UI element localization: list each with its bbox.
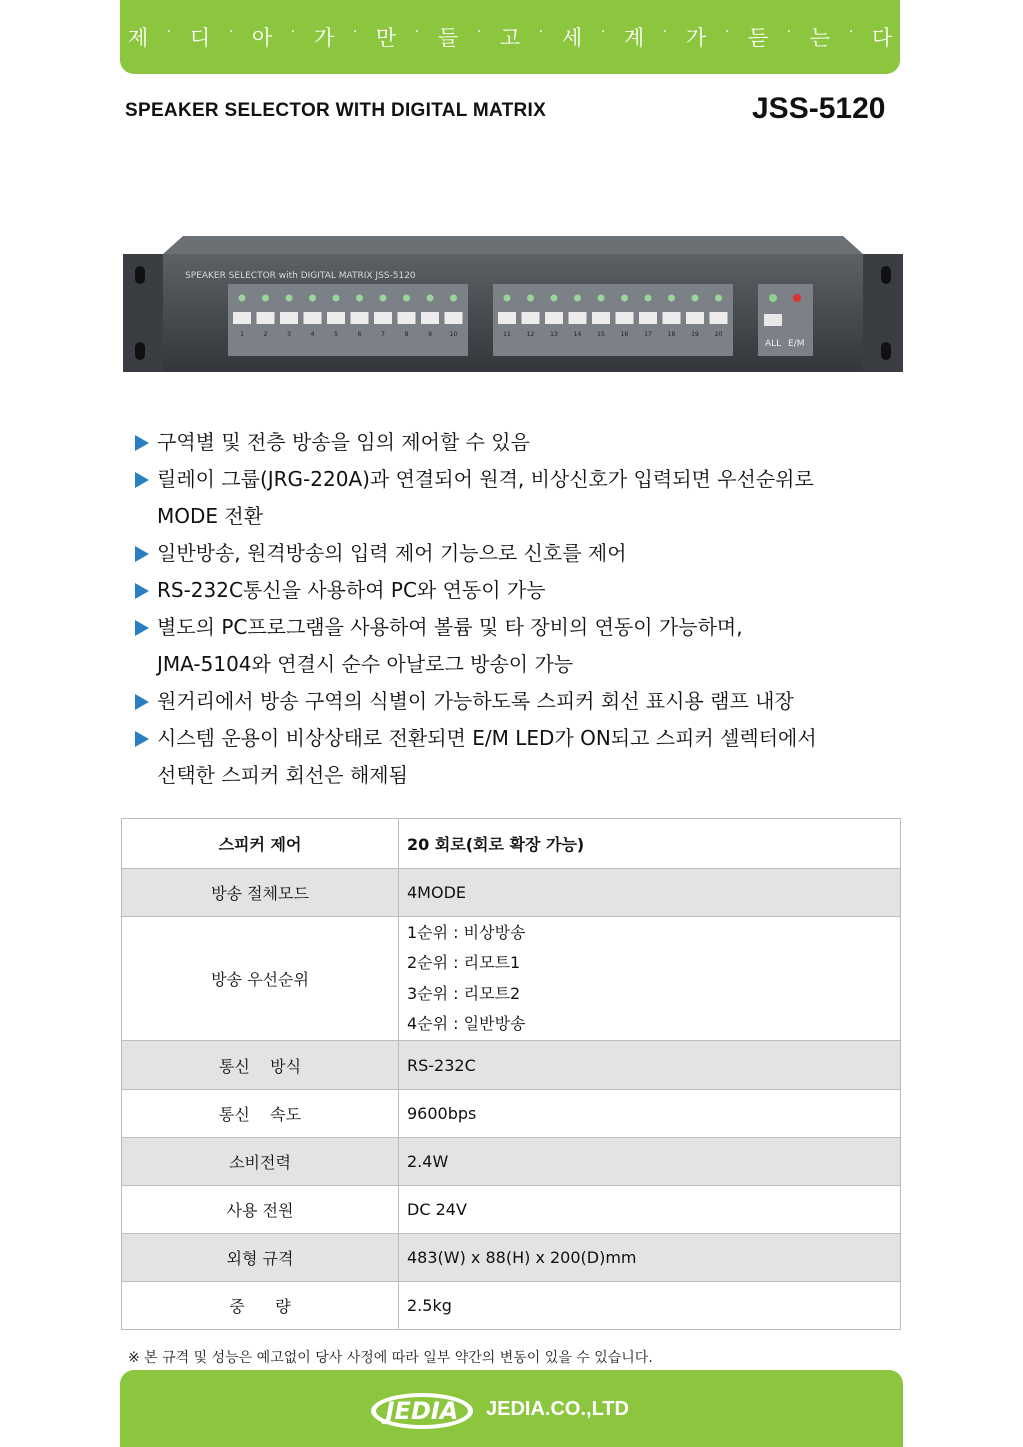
- channel-led: [356, 295, 363, 302]
- slogan-separator: ·: [352, 24, 358, 40]
- channel-button[interactable]: [498, 312, 516, 324]
- channel-number: 5: [334, 331, 338, 338]
- feature-text: 원거리에서 방송 구역의 식별이 가능하도록 스피커 회선 표시용 램프 내장: [157, 689, 794, 713]
- channel-button[interactable]: [663, 312, 681, 324]
- channel-led: [427, 295, 434, 302]
- feature-text: 별도의 PC프로그램을 사용하여 볼륨 및 타 장비의 연동이 가능하며,: [157, 615, 743, 639]
- arrow-bullet-icon: [135, 683, 157, 720]
- channel-led: [262, 295, 269, 302]
- priority-item: 3순위 : 리모트2: [407, 983, 521, 1003]
- spec-table: [121, 818, 901, 1330]
- spec-key: 통신 방식: [122, 1041, 399, 1090]
- feature-item: [135, 609, 895, 646]
- spec-value: 2.4W: [399, 1138, 901, 1186]
- slogan-separator: ·: [414, 24, 420, 40]
- feature-text: 시스템 운용이 비상상태로 전환되면 E/M LED가 ON되고 스피커 셀렉터에서: [157, 726, 817, 750]
- feature-item: [135, 461, 895, 498]
- spec-value: 4MODE: [399, 869, 901, 917]
- slogan-separator: ·: [290, 24, 296, 40]
- channel-number: 7: [381, 331, 385, 338]
- channel-button[interactable]: [686, 312, 704, 324]
- channel-led: [715, 295, 722, 302]
- arrow-bullet-icon: [135, 461, 157, 498]
- slogan-separator: ·: [786, 24, 792, 40]
- spec-key: 중 량: [122, 1282, 399, 1330]
- channel-led: [551, 295, 558, 302]
- slogan-separator: ·: [662, 24, 668, 40]
- company-logo: [370, 1392, 474, 1430]
- panel-label: SPEAKER SELECTOR with DIGITAL MATRIX JSS-5120: [185, 271, 416, 281]
- channel-led: [692, 295, 699, 302]
- slogan-separator: ·: [724, 24, 730, 40]
- channel-number: 2: [263, 331, 268, 338]
- feature-text: JMA-5104와 연결시 순수 아날로그 방송이 가능: [157, 652, 574, 676]
- channel-led: [403, 295, 410, 302]
- channel-led: [309, 295, 316, 302]
- channel-button[interactable]: [616, 312, 634, 324]
- channel-led: [621, 295, 628, 302]
- channel-led: [239, 295, 246, 302]
- channel-number: 14: [573, 331, 582, 338]
- spec-value: [399, 917, 901, 1041]
- channel-number: 1: [240, 331, 244, 338]
- feature-item: [135, 646, 895, 683]
- channel-led: [286, 295, 293, 302]
- priority-item: 4순위 : 일반방송: [407, 1014, 526, 1033]
- channel-led: [645, 295, 652, 302]
- arrow-bullet-icon: [135, 572, 157, 609]
- slogan-char: 제: [127, 26, 149, 50]
- product-subtitle: SPEAKER SELECTOR WITH DIGITAL MATRIX: [125, 100, 547, 121]
- channel-number: 11: [503, 331, 511, 338]
- slogan-char: 듣: [747, 26, 769, 50]
- channel-led: [504, 295, 511, 302]
- feature-list: [135, 424, 895, 794]
- feature-item: [135, 720, 895, 757]
- channel-button[interactable]: [445, 312, 463, 324]
- channel-button[interactable]: [257, 312, 275, 324]
- feature-text: MODE 전환: [157, 504, 264, 528]
- slogan: [118, 22, 902, 52]
- feature-item: [135, 535, 895, 572]
- slogan-char: 다: [871, 26, 893, 50]
- channel-led: [527, 295, 534, 302]
- slogan-char: 들: [437, 26, 459, 50]
- model-number: JSS-5120: [752, 92, 886, 125]
- slogan-char: 계: [623, 26, 645, 50]
- company-name: JEDIA.CO.,LTD: [486, 1398, 629, 1420]
- channel-button[interactable]: [304, 312, 322, 324]
- channel-number: 9: [428, 331, 432, 338]
- channel-button[interactable]: [522, 312, 540, 324]
- channel-button[interactable]: [280, 312, 298, 324]
- spec-value: DC 24V: [399, 1186, 901, 1234]
- channel-button[interactable]: [592, 312, 610, 324]
- feature-text: 릴레이 그룹(JRG-220A)과 연결되어 원격, 비상신호가 입력되면 우선순위로: [157, 467, 814, 491]
- slogan-separator: ·: [848, 24, 854, 40]
- disclaimer-note: ※ 본 규격 및 성능은 예고없이 당사 사정에 따라 일부 약간의 변동이 있을 수 있습니다.: [128, 1350, 653, 1366]
- slogan-char: 세: [561, 26, 583, 50]
- all-label: ALL: [765, 339, 782, 349]
- slogan-char: 가: [313, 26, 335, 50]
- channel-number: 10: [449, 331, 458, 338]
- slogan-char: 아: [251, 26, 273, 50]
- feature-text: RS-232C통신을 사용하여 PC와 연동이 가능: [157, 578, 546, 602]
- slogan-separator: ·: [538, 24, 544, 40]
- feature-item: [135, 757, 895, 794]
- channel-led: [668, 295, 675, 302]
- feature-item: [135, 498, 895, 535]
- spec-value: 20 회로(회로 확장 가능): [399, 819, 901, 869]
- slogan-separator: ·: [228, 24, 234, 40]
- slogan-separator: ·: [166, 24, 172, 40]
- channel-led: [574, 295, 581, 302]
- channel-number: 13: [550, 331, 558, 338]
- channel-number: 4: [310, 331, 315, 338]
- arrow-bullet-icon: [135, 424, 157, 461]
- channel-button[interactable]: [398, 312, 416, 324]
- feature-text: 선택한 스피커 회선은 해제됨: [157, 763, 408, 787]
- priority-item: 2순위 : 리모트1: [407, 953, 521, 972]
- arrow-bullet-icon: [135, 720, 157, 757]
- channel-number: 18: [667, 331, 676, 338]
- channel-button[interactable]: [327, 312, 345, 324]
- feature-item: [135, 424, 895, 461]
- slogan-char: 만: [375, 26, 397, 50]
- channel-button[interactable]: [545, 312, 563, 324]
- product-photo: [123, 236, 903, 378]
- spec-value: 9600bps: [399, 1090, 901, 1138]
- spec-key: 스피커 제어: [122, 819, 399, 869]
- spec-value: 483(W) x 88(H) x 200(D)mm: [399, 1234, 901, 1282]
- channel-button[interactable]: [233, 312, 251, 324]
- channel-number: 3: [287, 331, 291, 338]
- feature-text: 구역별 및 전층 방송을 임의 제어할 수 있음: [157, 430, 530, 454]
- slogan-char: 가: [685, 26, 707, 50]
- spec-key: 사용 전원: [122, 1186, 399, 1234]
- channel-button[interactable]: [710, 312, 728, 324]
- channel-number: 17: [644, 331, 652, 338]
- svg-text:JEDIA: JEDIA: [385, 1397, 459, 1425]
- arrow-bullet-icon: [135, 535, 157, 572]
- top-banner: [120, 0, 900, 74]
- spec-key: 방송 절체모드: [122, 869, 399, 917]
- channel-led: [380, 295, 387, 302]
- channel-number: 15: [597, 331, 605, 338]
- footer-banner: [120, 1370, 903, 1447]
- spec-value: RS-232C: [399, 1041, 901, 1090]
- channel-led: [450, 295, 457, 302]
- channel-button[interactable]: [351, 312, 369, 324]
- feature-item: [135, 572, 895, 609]
- slogan-char: 디: [189, 26, 211, 50]
- channel-button[interactable]: [374, 312, 392, 324]
- channel-number: 19: [691, 331, 699, 338]
- spec-key: 방송 우선순위: [122, 917, 399, 1041]
- feature-item: [135, 683, 895, 720]
- channel-number: 6: [357, 331, 362, 338]
- channel-led: [598, 295, 605, 302]
- channel-button[interactable]: [421, 312, 439, 324]
- em-label: E/M: [788, 339, 805, 349]
- slogan-separator: ·: [600, 24, 606, 40]
- arrow-bullet-icon: [135, 609, 157, 646]
- channel-led: [333, 295, 340, 302]
- slogan-char: 고: [499, 26, 521, 50]
- channel-number: 16: [620, 331, 629, 338]
- channel-number: 20: [714, 331, 723, 338]
- spec-value: 2.5kg: [399, 1282, 901, 1330]
- spec-key: 외형 규격: [122, 1234, 399, 1282]
- channel-button[interactable]: [639, 312, 657, 324]
- spec-key: 소비전력: [122, 1138, 399, 1186]
- feature-text: 일반방송, 원격방송의 입력 제어 기능으로 신호를 제어: [157, 541, 627, 565]
- channel-button[interactable]: [569, 312, 587, 324]
- channel-number: 12: [526, 331, 535, 338]
- priority-item: 1순위 : 비상방송: [407, 922, 526, 942]
- slogan-char: 는: [809, 26, 831, 50]
- channel-number: 8: [404, 331, 409, 338]
- slogan-separator: ·: [476, 24, 482, 40]
- spec-key: 통신 속도: [122, 1090, 399, 1138]
